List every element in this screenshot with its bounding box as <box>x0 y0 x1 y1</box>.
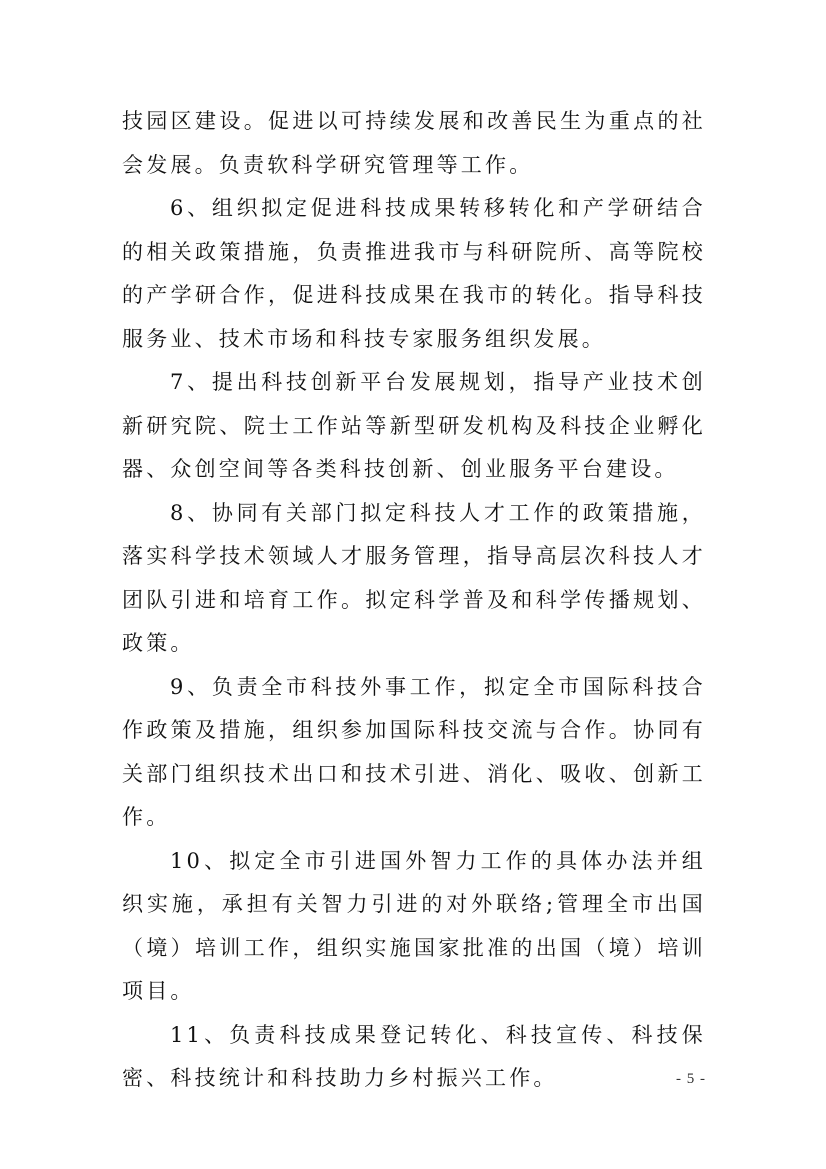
paragraph-item-11: 11、负责科技成果登记转化、科技宣传、科技保密、科技统计和科技助力乡村振兴工作。 <box>122 1022 706 1090</box>
paragraph-item-9: 9、负责全市科技外事工作，拟定全市国际科技合作政策及措施，组织参加国际科技交流与合作。协同有关部门组织技术出口和技术引进、消化、吸收、创新工作。 <box>122 674 706 829</box>
document-body <box>122 100 706 1101</box>
page-number: - 5 - <box>676 1071 706 1087</box>
paragraph-item-8: 8、协同有关部门拟定科技人才工作的政策措施，落实科学技术领域人才服务管理，指导高层次科技人才团队引进和培育工作。拟定科学普及和科学传播规划、政策。 <box>122 500 706 655</box>
paragraph-item-7: 7、提出科技创新平台发展规划，指导产业技术创新研究院、院士工作站等新型研发机构及科技企业孵化器、众创空间等各类科技创新、创业服务平台建设。 <box>122 370 706 481</box>
paragraph-item-10: 10、拟定全市引进国外智力工作的具体办法并组织实施，承担有关智力引进的对外联络;管理全市出国（境）培训工作，组织实施国家批准的出国（境）培训项目。 <box>122 848 706 1003</box>
paragraph-continuation: 技园区建设。促进以可持续发展和改善民生为重点的社会发展。负责软科学研究管理等工作。 <box>122 109 706 177</box>
paragraph-item-6: 6、组织拟定促进科技成果转移转化和产学研结合的相关政策措施，负责推进我市与科研院所、高等院校的产学研合作，促进科技成果在我市的转化。指导科技服务业、技术市场和科技专家服务组织发展。 <box>122 196 706 351</box>
